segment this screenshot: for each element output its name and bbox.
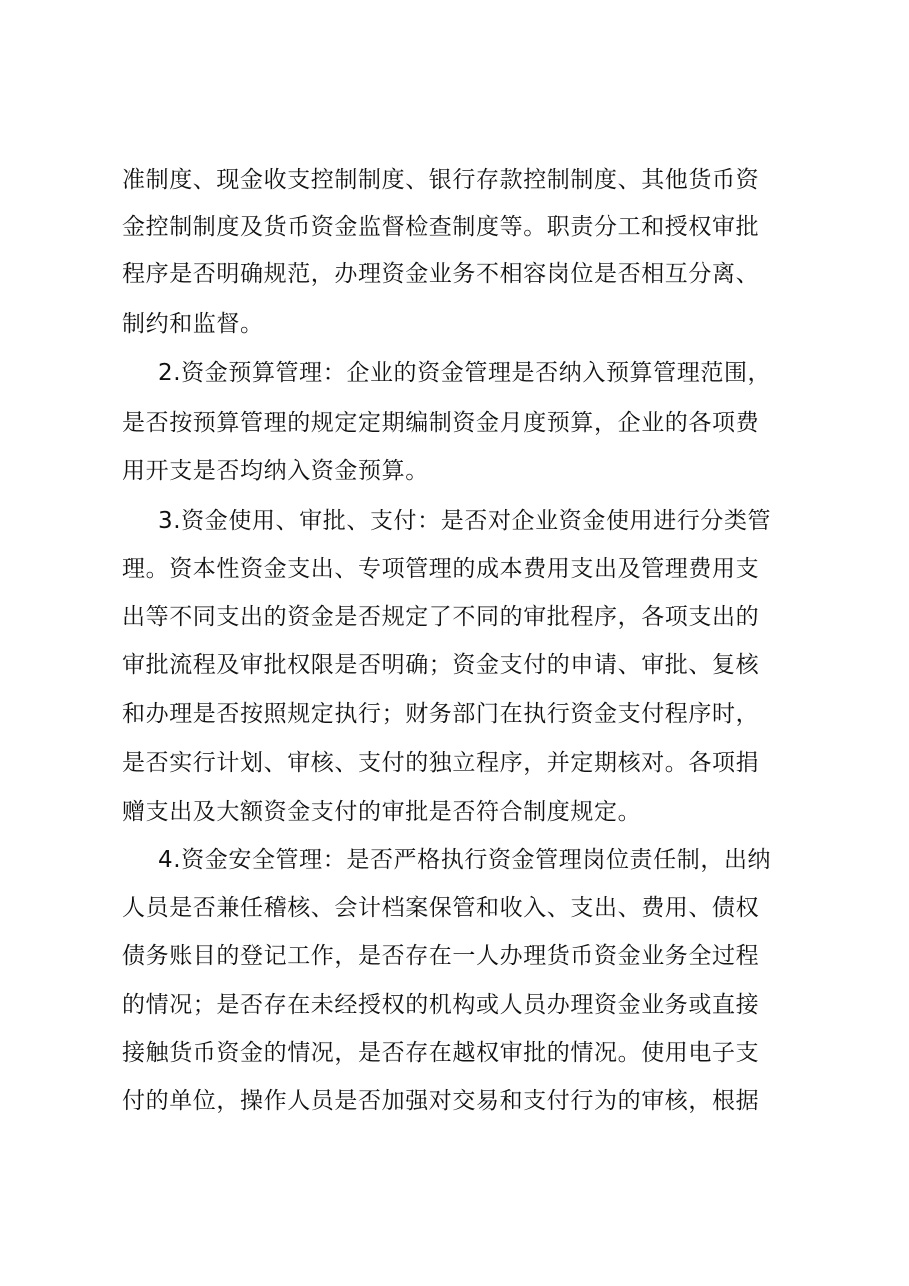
text-line: 债务账目的登记工作，是否存在一人办理货币资金业务全过程 [122, 943, 760, 969]
text-line: 付的单位，操作人员是否加强对交易和支付行为的审核，根据 [122, 1088, 760, 1114]
text-line: 的情况；是否存在未经授权的机构或人员办理资金业务或直接 [122, 992, 760, 1018]
text-line: 金控制制度及货币资金监督检查制度等。职责分工和授权审批 [122, 214, 760, 240]
text-line: 人员是否兼任稽核、会计档案保管和收入、支出、费用、债权 [122, 895, 760, 921]
text-line: 制约和监督。 [122, 311, 264, 337]
text-line: 是否实行计划、审核、支付的独立程序，并定期核对。各项捐 [122, 750, 760, 776]
paragraph-first-line: 2.资金预算管理：企业的资金管理是否纳入预算管理范围， [158, 360, 772, 386]
text-line: 审批流程及审批权限是否明确；资金支付的申请、审批、复核 [122, 652, 760, 678]
text-line: 赠支出及大额资金支付的审批是否符合制度规定。 [122, 799, 642, 825]
text-line: 程序是否明确规范，办理资金业务不相容岗位是否相互分离、 [122, 261, 760, 287]
paragraph-first-line: 3.资金使用、审批、支付：是否对企业资金使用进行分类管 [158, 508, 772, 534]
text-line: 是否按预算管理的规定定期编制资金月度预算，企业的各项费 [122, 410, 760, 436]
text-line: 理。资本性资金支出、专项管理的成本费用支出及管理费用支 [122, 556, 760, 582]
paragraph-first-line: 4.资金安全管理：是否严格执行资金管理岗位责任制，出纳 [158, 847, 772, 873]
text-line: 接触货币资金的情况，是否存在越权审批的情况。使用电子支 [122, 1040, 760, 1066]
text-line: 用开支是否均纳入资金预算。 [122, 458, 429, 484]
text-line: 准制度、现金收支控制制度、银行存款控制制度、其他货币资 [122, 167, 760, 193]
text-line: 出等不同支出的资金是否规定了不同的审批程序，各项支出的 [122, 604, 760, 630]
text-line: 和办理是否按照规定执行；财务部门在执行资金支付程序时， [122, 701, 760, 727]
